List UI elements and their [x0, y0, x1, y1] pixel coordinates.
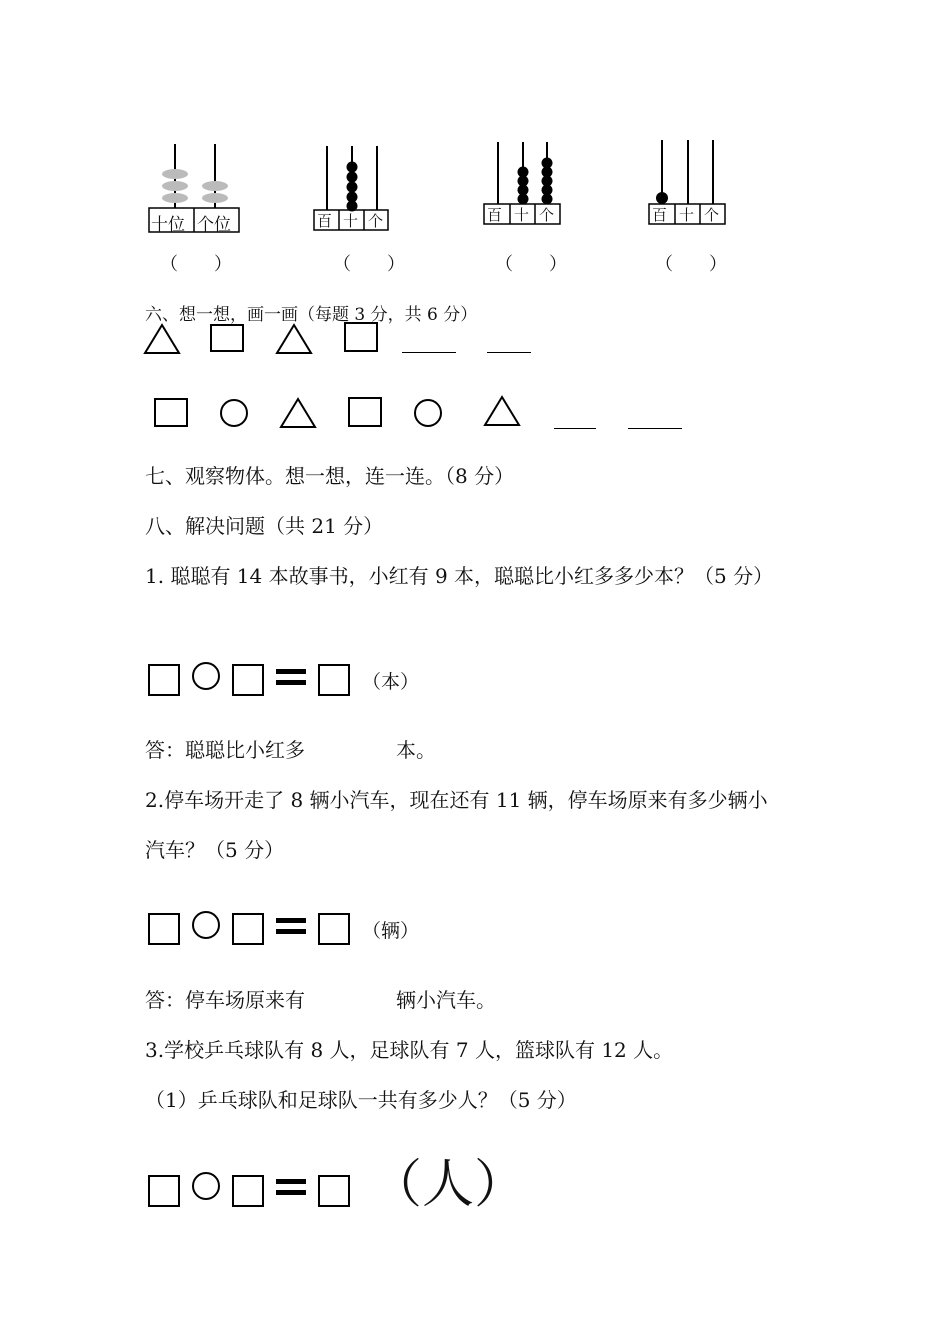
- equals-sign: [276, 667, 306, 687]
- question-3-equation: [148, 1142, 526, 1217]
- abacus-2-label-ones: 个: [368, 212, 384, 230]
- operator-circle[interactable]: [192, 1172, 220, 1200]
- section6-row2-blank-2[interactable]: [628, 428, 682, 429]
- equation-box[interactable]: [318, 913, 350, 945]
- question-1-equation: [148, 664, 419, 696]
- question-1-answer-suffix: 本。: [396, 738, 436, 762]
- circle-shape: [412, 397, 446, 431]
- abacus-4-label-ones: 个: [704, 206, 720, 224]
- question-3-text: 3.学校乒乓球队有 8 人，足球队有 7 人，篮球队有 12 人。: [145, 1038, 674, 1062]
- abacus-1: [145, 140, 245, 236]
- section8-title: 八、解决问题（共 21 分）: [145, 514, 384, 538]
- section6-row1-blank-1[interactable]: [402, 352, 456, 353]
- abacus-3-label-ones: 个: [539, 206, 555, 224]
- equation-box[interactable]: [148, 913, 180, 945]
- abacus-2-label-tens: 十: [343, 212, 359, 230]
- equation-box[interactable]: [148, 1175, 180, 1207]
- section6-title: 六、想一想，画一画（每题 3 分，共 6 分）: [145, 305, 478, 325]
- equation-box[interactable]: [232, 913, 264, 945]
- question-2-unit: （辆）: [362, 919, 420, 942]
- operator-circle[interactable]: [192, 911, 220, 939]
- equation-box[interactable]: [318, 664, 350, 696]
- triangle-shape: [142, 322, 182, 356]
- question-2-answer-prefix: 答：停车场原来有: [145, 988, 305, 1012]
- triangle-shape: [278, 396, 318, 430]
- abacus-4-answer-paren[interactable]: （ ）: [655, 254, 727, 275]
- question-1-text: 1. 聪聪有 14 本故事书，小红有 9 本，聪聪比小红多多少本？（5 分）: [145, 564, 774, 588]
- triangle-shape: [274, 322, 314, 356]
- section7-title: 七、观察物体。想一想，连一连。（8 分）: [145, 464, 515, 488]
- question-3-unit: （人）: [370, 1155, 527, 1215]
- abacus-1-label-tens: 十位: [151, 215, 185, 235]
- equals-sign: [276, 1177, 306, 1197]
- square-shape: [346, 395, 386, 429]
- circle-shape: [218, 397, 252, 431]
- abacus-4-label-hundreds: 百: [652, 206, 668, 224]
- abacus-2-answer-paren[interactable]: （ ）: [333, 254, 405, 275]
- equation-box[interactable]: [318, 1175, 350, 1207]
- question-2-equation: [148, 913, 419, 945]
- abacus-3: [480, 136, 570, 232]
- square-shape: [342, 320, 382, 354]
- equals-sign: [276, 916, 306, 936]
- abacus-3-label-tens: 十: [514, 206, 530, 224]
- section6-row2-blank-1[interactable]: [554, 428, 596, 429]
- question-2-answer-suffix: 辆小汽车。: [396, 988, 496, 1012]
- abacus-1-answer-paren[interactable]: （ ）: [160, 254, 232, 275]
- abacus-3-answer-paren[interactable]: （ ）: [495, 254, 567, 275]
- equation-box[interactable]: [232, 1175, 264, 1207]
- abacus-1-label-ones: 个位: [197, 215, 231, 235]
- question-2-text-line2: 汽车？（5 分）: [145, 838, 285, 862]
- abacus-2: [310, 140, 400, 236]
- triangle-shape: [482, 394, 522, 428]
- abacus-2-label-hundreds: 百: [317, 212, 333, 230]
- abacus-3-label-hundreds: 百: [487, 206, 503, 224]
- question-2-text-line1: 2.停车场开走了 8 辆小汽车，现在还有 11 辆，停车场原来有多少辆小: [145, 788, 768, 812]
- equation-box[interactable]: [148, 664, 180, 696]
- question-1-unit: （本）: [362, 670, 420, 693]
- abacus-4-label-tens: 十: [679, 206, 695, 224]
- question-1-answer-prefix: 答：聪聪比小红多: [145, 738, 305, 762]
- equation-box[interactable]: [232, 664, 264, 696]
- abacus-4: [645, 136, 735, 232]
- section6-row1-blank-2[interactable]: [487, 352, 531, 353]
- square-shape: [208, 322, 248, 356]
- question-3-sub1-text: （1）乒乓球队和足球队一共有多少人？（5 分）: [145, 1088, 577, 1112]
- square-shape: [152, 396, 192, 430]
- operator-circle[interactable]: [192, 662, 220, 690]
